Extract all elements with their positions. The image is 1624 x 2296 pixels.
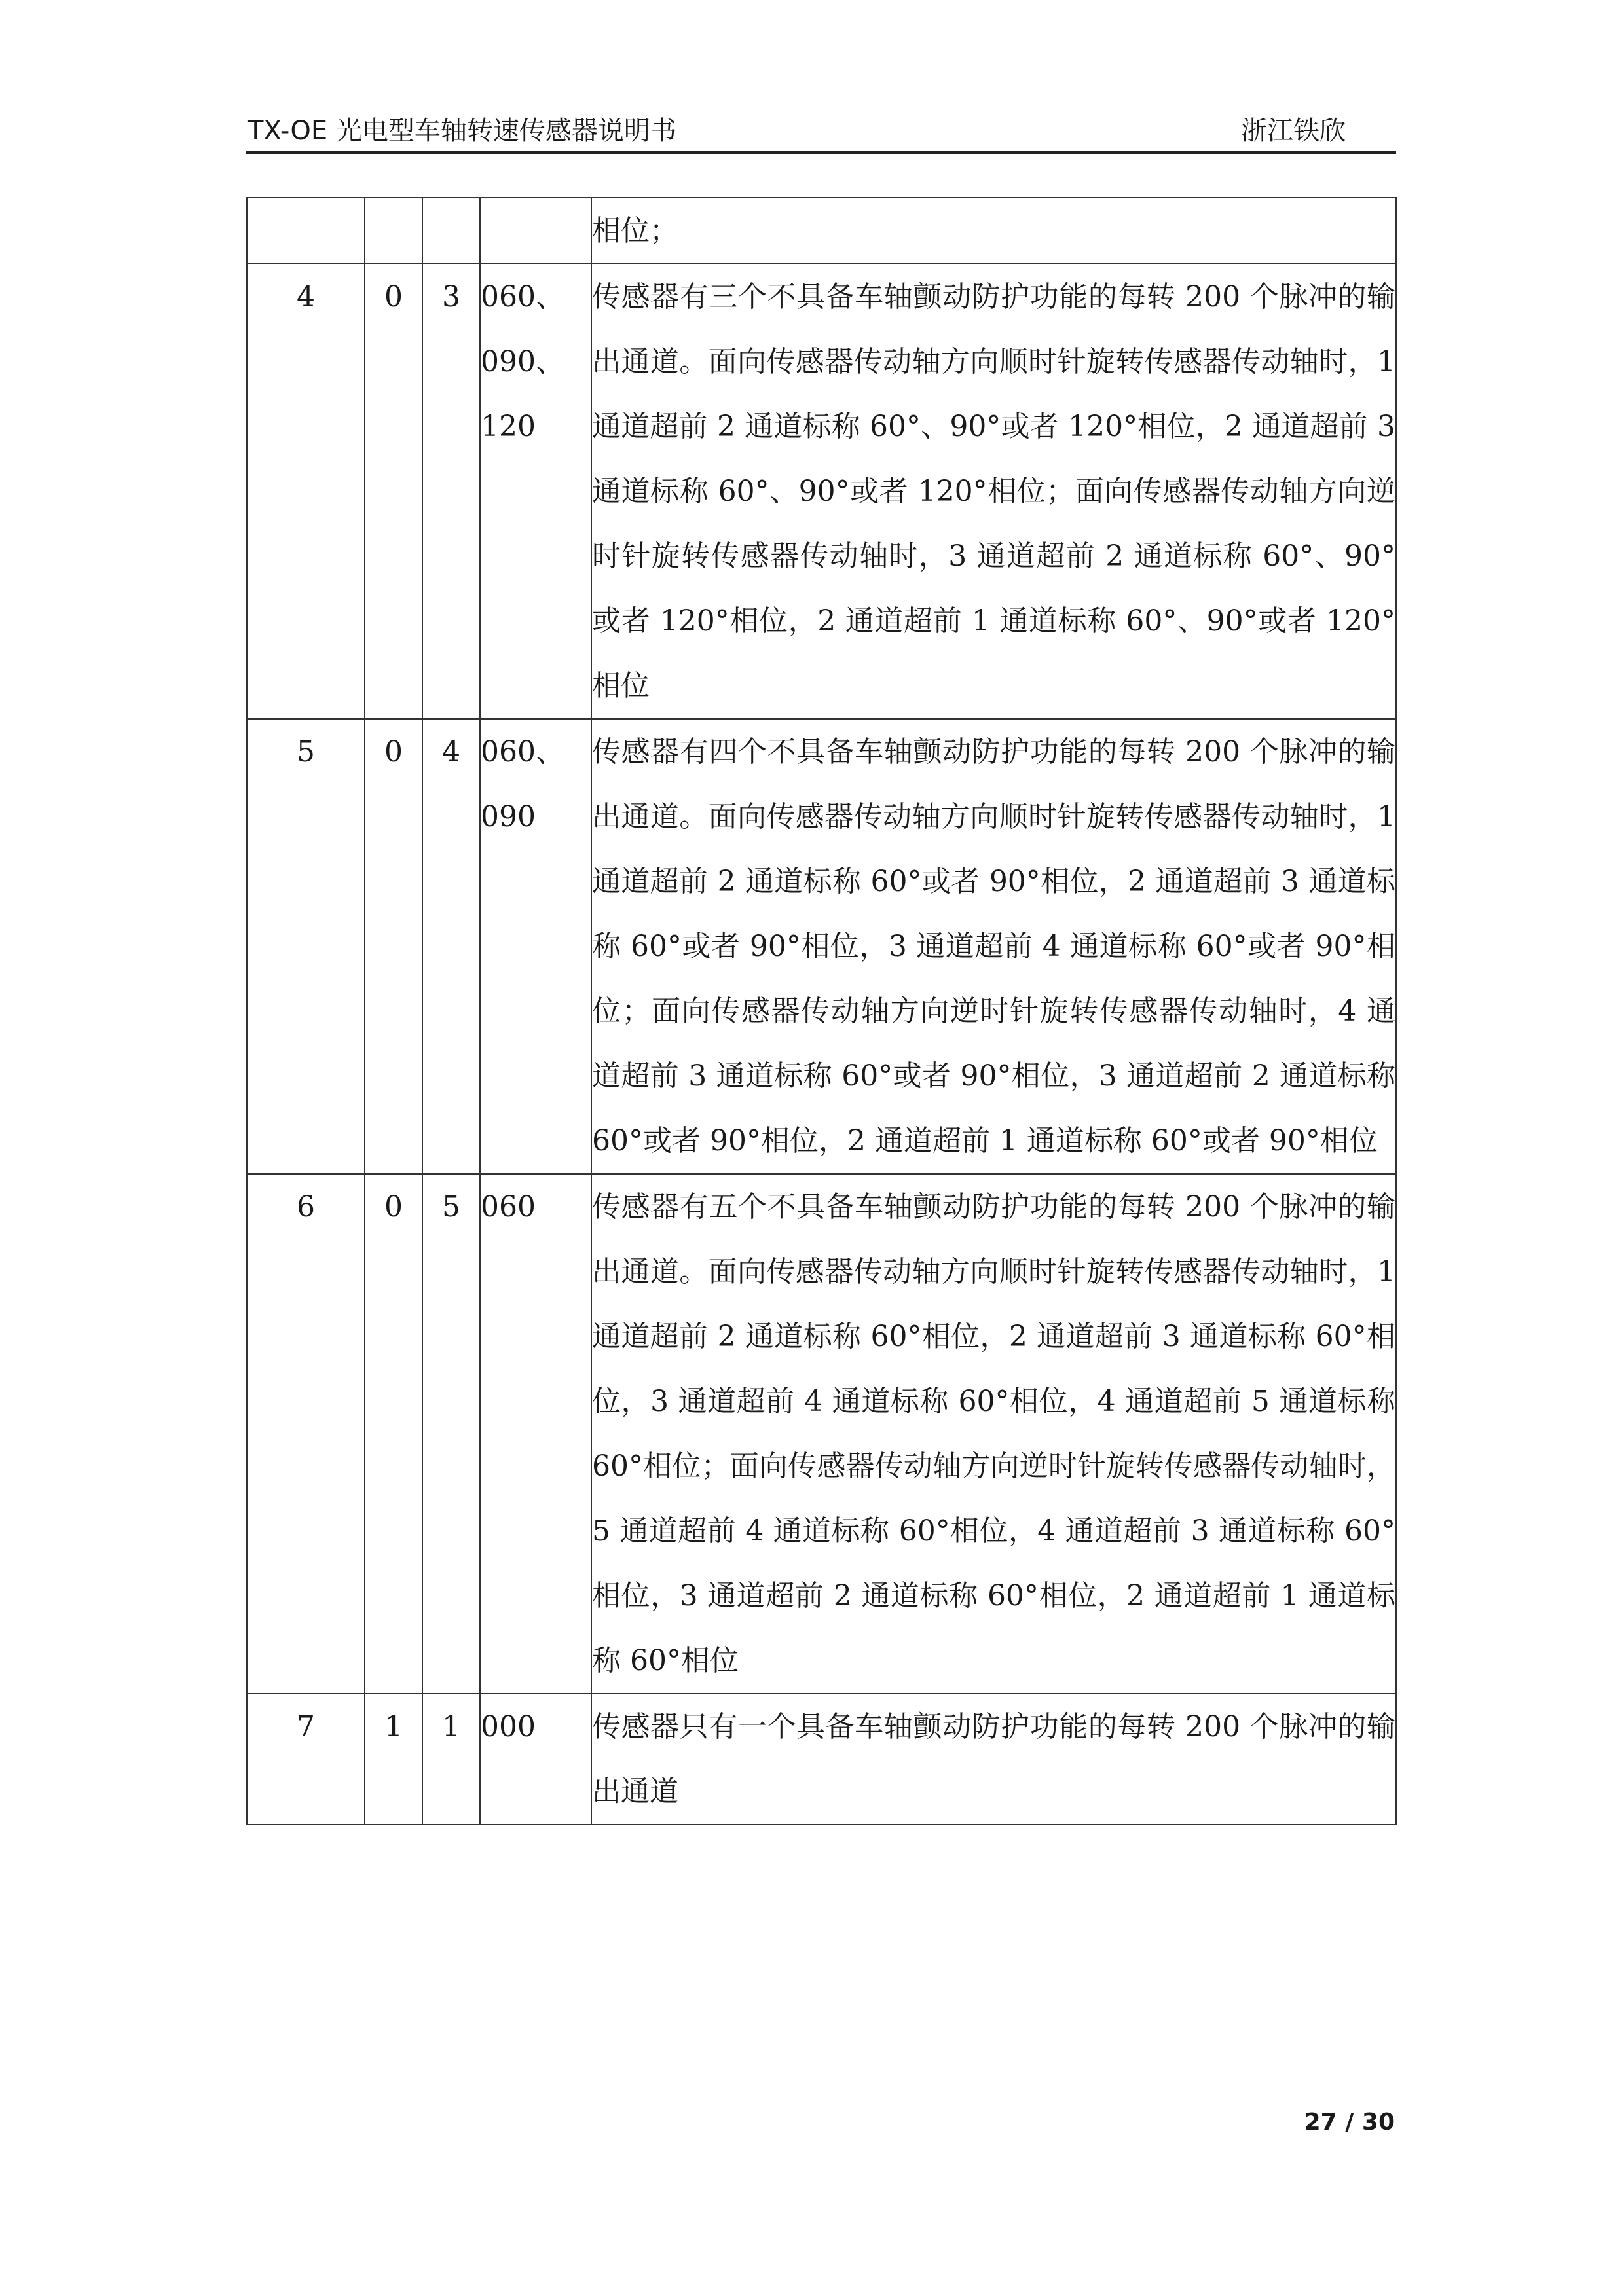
- description: 相位；: [591, 198, 1396, 264]
- code-a: 0: [365, 264, 422, 719]
- phase-angle: 060、090、120: [480, 264, 591, 719]
- code-b: 1: [422, 1694, 480, 1825]
- code-b: 3: [422, 264, 480, 719]
- description: 传感器有五个不具备车轴颤动防护功能的每转 200 个脉冲的输出通道。面向传感器传动轴方向顺时针旋转传感器传动轴时，1 通道超前 2 通道标称 60°相位，2 通道超前 3 通道标称 60°相位，3 通道超前 4 通道标称 60°相位，4 通道超前 5 通道标称 60°相位；面向传感器传动轴方向逆时针旋转传感器传动轴时，5 通道超前 4 通道标称 60°相位，4 通道超前 3 通道标称 60°相位，3 通道超前 2 通道标称 60°相位，2 通道超前 1 通道标称 60°相位: [591, 1174, 1396, 1694]
- table-row: [247, 198, 1396, 264]
- phase-angle: 060: [480, 1174, 591, 1694]
- code-a: 0: [365, 1174, 422, 1694]
- code-b: [422, 198, 480, 264]
- row-number: 6: [247, 1174, 365, 1694]
- code-a: [365, 198, 422, 264]
- phase-angle: 060、090: [480, 719, 591, 1174]
- table-row: [247, 264, 1396, 719]
- row-number: 5: [247, 719, 365, 1174]
- spec-table: [246, 197, 1397, 1825]
- page-number: 27 / 30: [1304, 2109, 1395, 2136]
- description: 传感器有三个不具备车轴颤动防护功能的每转 200 个脉冲的输出通道。面向传感器传动轴方向顺时针旋转传感器传动轴时，1 通道超前 2 通道标称 60°、90°或者 120°相位，2 通道超前 3 通道标称 60°、90°或者 120°相位；面向传感器传动轴方向逆时针旋转传感器传动轴时，3 通道超前 2 通道标称 60°、90°或者 120°相位，2 通道超前 1 通道标称 60°、90°或者 120°相位: [591, 264, 1396, 719]
- company-name: 浙江铁欣: [1241, 116, 1346, 146]
- phase-angle: 000: [480, 1694, 591, 1825]
- table-row: [247, 719, 1396, 1174]
- row-number: 4: [247, 264, 365, 719]
- code-a: 1: [365, 1694, 422, 1825]
- description: 传感器只有一个具备车轴颤动防护功能的每转 200 个脉冲的输出通道: [591, 1694, 1396, 1825]
- description: 传感器有四个不具备车轴颤动防护功能的每转 200 个脉冲的输出通道。面向传感器传动轴方向顺时针旋转传感器传动轴时，1 通道超前 2 通道标称 60°或者 90°相位，2 通道超前 3 通道标称 60°或者 90°相位，3 通道超前 4 通道标称 60°或者 90°相位；面向传感器传动轴方向逆时针旋转传感器传动轴时，4 通道超前 3 通道标称 60°或者 90°相位，3 通道超前 2 通道标称 60°或者 90°相位，2 通道超前 1 通道标称 60°或者 90°相位: [591, 719, 1396, 1174]
- code-b: 5: [422, 1174, 480, 1694]
- document-title: TX-OE 光电型车轴转速传感器说明书: [248, 116, 676, 146]
- phase-angle: [480, 198, 591, 264]
- row-number: [247, 198, 365, 264]
- row-number: 7: [247, 1694, 365, 1825]
- table-row: [247, 1694, 1396, 1825]
- code-a: 0: [365, 719, 422, 1174]
- header-divider: [246, 151, 1396, 154]
- code-b: 4: [422, 719, 480, 1174]
- table-row: [247, 1174, 1396, 1694]
